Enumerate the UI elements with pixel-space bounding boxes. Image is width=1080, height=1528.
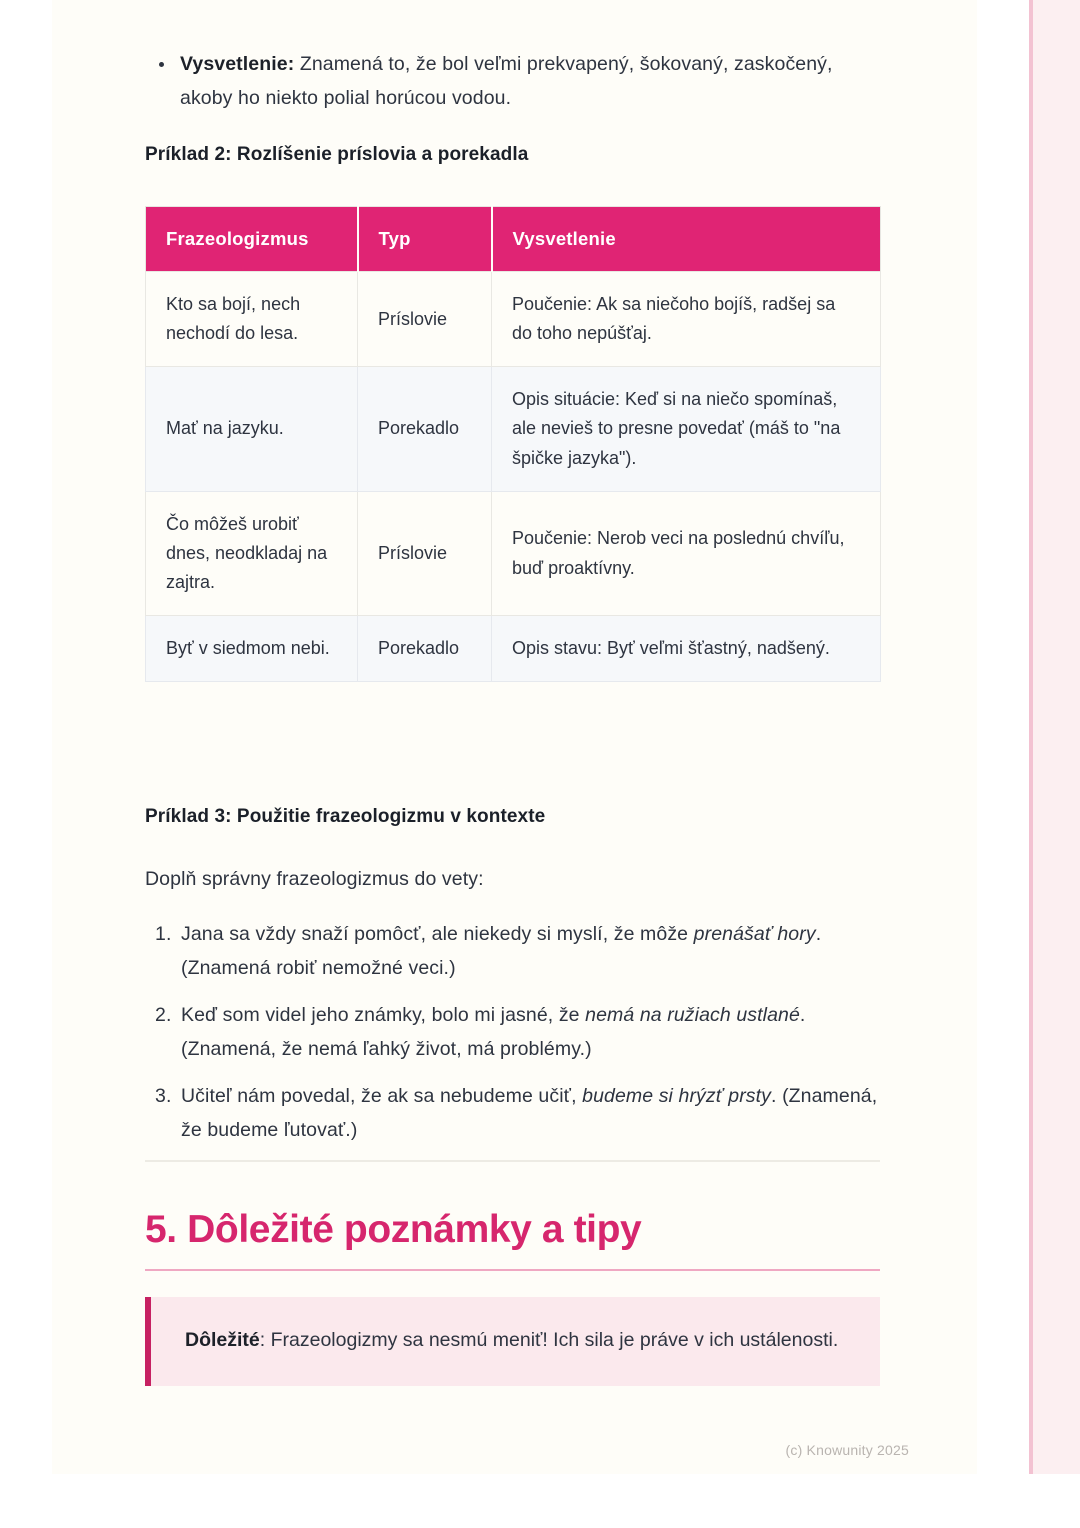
- cell-vysvetlenie: Poučenie: Ak sa niečoho bojíš, radšej sa do toho nepúšťaj.: [492, 272, 881, 367]
- example3-heading-block: [145, 806, 880, 828]
- list-item: [177, 918, 880, 985]
- column-header-frazeologizmus: Frazeologizmus: [146, 207, 358, 272]
- page-edge-stripe: [1029, 0, 1080, 1474]
- list-item: [177, 999, 880, 1066]
- cell-typ: Porekadlo: [358, 616, 492, 682]
- table-row: [146, 616, 881, 682]
- sentence-pre: Keď som videl jeho známky, bolo mi jasné, že: [181, 1004, 586, 1027]
- cell-typ: Príslovie: [358, 272, 492, 367]
- example3-intro-block: [145, 863, 880, 897]
- cell-vysvetlenie: Opis stavu: Byť veľmi šťastný, nadšený.: [492, 616, 881, 682]
- bullet-list: [145, 48, 880, 115]
- example3-heading: Príklad 3: Použitie frazeologizmu v kontexte: [145, 806, 546, 827]
- example2-heading: Príklad 2: Rozlíšenie príslovia a porekadla: [145, 144, 529, 165]
- example3-list-block: [145, 918, 880, 1147]
- numbered-list: [145, 918, 880, 1147]
- cell-frazeologizmus: Byť v siedmom nebi.: [146, 616, 358, 682]
- idiom-phrase: budeme si hrýzť prsty: [582, 1085, 772, 1108]
- heading-underline: [145, 1269, 880, 1271]
- list-item: [177, 1080, 880, 1147]
- table-row: [146, 367, 881, 491]
- horizontal-divider: [145, 1160, 880, 1162]
- sentence-post: . (Znamená, že nemá ľahký život, má problémy.): [181, 1004, 806, 1060]
- footer-credit: (c) Knowunity 2025: [785, 1442, 909, 1458]
- callout-block: [145, 1297, 880, 1386]
- table-header-row: [146, 207, 881, 272]
- frazeologizmus-table: [145, 206, 881, 682]
- page-title: 5. Dôležité poznámky a tipy: [145, 1208, 642, 1251]
- cell-typ: Príslovie: [358, 491, 492, 615]
- cell-vysvetlenie: Opis situácie: Keď si na niečo spomínaš, ale nevieš to presne povedať (máš to "na špičke jazyka").: [492, 367, 881, 491]
- sentence-pre: Jana sa vždy snaží pomôcť, ale niekedy si myslí, že môže: [181, 923, 694, 945]
- sentence-post: . (Znamená, že budeme ľutovať.): [181, 1085, 878, 1141]
- section5-heading-block: [145, 1208, 880, 1252]
- bullet-label: Vysvetlenie:: [180, 53, 295, 75]
- important-callout: [145, 1297, 880, 1386]
- callout-label: Dôležité: [185, 1329, 260, 1351]
- cell-frazeologizmus: Kto sa bojí, nech nechodí do lesa.: [146, 272, 358, 367]
- example2-heading-block: [145, 144, 880, 166]
- example2-table-block: [145, 206, 880, 682]
- example3-intro: Doplň správny frazeologizmus do vety:: [145, 868, 484, 890]
- callout-text: [185, 1323, 846, 1358]
- idiom-phrase: nemá na ružiach ustlané: [585, 1004, 800, 1027]
- column-header-typ: Typ: [358, 207, 492, 272]
- bullet-text: Znamená to, že bol veľmi prekvapený, šokovaný, zaskočený, akoby ho niekto polial horúcou vodou.: [180, 53, 833, 109]
- table-row: [146, 272, 881, 367]
- cell-frazeologizmus: Mať na jazyku.: [146, 367, 358, 491]
- column-header-vysvetlenie: Vysvetlenie: [492, 207, 881, 272]
- sentence-post: . (Znamená robiť nemožné veci.): [181, 923, 822, 979]
- cell-vysvetlenie: Poučenie: Nerob veci na poslednú chvíľu, buď proaktívny.: [492, 491, 881, 615]
- cell-frazeologizmus: Čo môžeš urobiť dnes, neodkladaj na zajtra.: [146, 491, 358, 615]
- table-row: [146, 491, 881, 615]
- callout-body: : Frazeologizmy sa nesmú meniť! Ich sila je práve v ich ustálenosti.: [259, 1329, 839, 1351]
- section-divider-block: [145, 1160, 880, 1162]
- section5-underline-block: [145, 1269, 880, 1271]
- intro-bullet-block: [145, 48, 880, 115]
- document-page: [52, 0, 977, 1474]
- list-item: [176, 48, 880, 115]
- sentence-pre: Učiteľ nám povedal, že ak sa nebudeme učiť,: [181, 1085, 583, 1108]
- idiom-phrase: prenášať hory: [693, 923, 816, 945]
- cell-typ: Porekadlo: [358, 367, 492, 491]
